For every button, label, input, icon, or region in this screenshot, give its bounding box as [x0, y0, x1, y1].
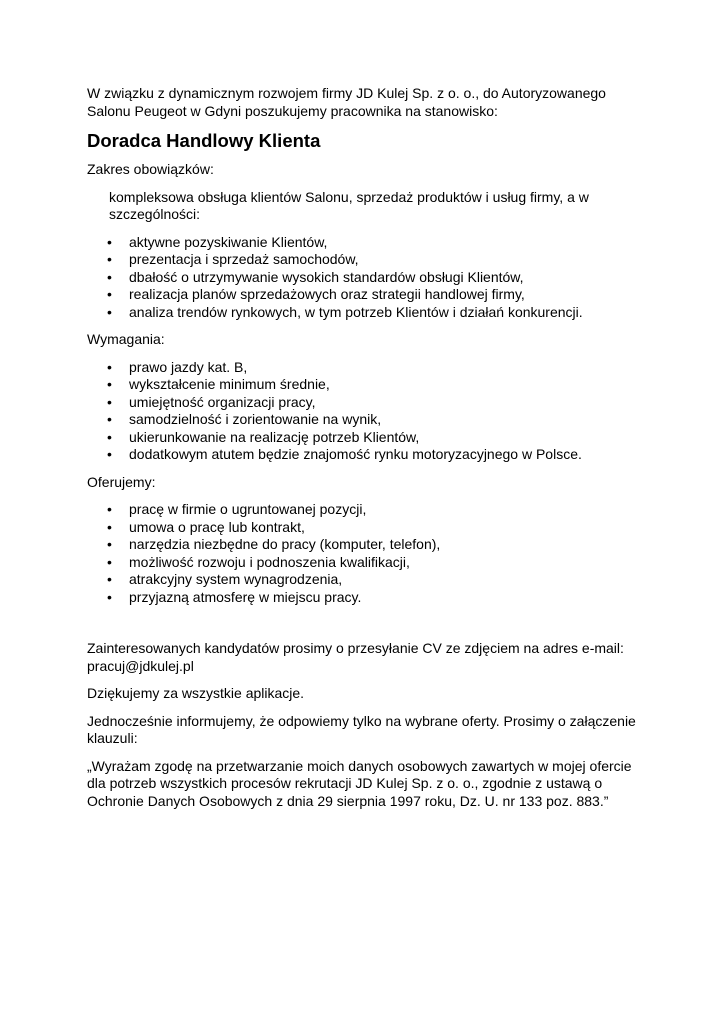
- list-item: • prezentacja i sprzedaż samochodów,: [87, 251, 647, 269]
- requirements-list: [87, 359, 647, 464]
- list-item: • umowa o pracę lub kontrakt,: [87, 519, 647, 537]
- offer-label: Oferujemy:: [87, 473, 156, 490]
- intro-paragraph: W związku z dynamicznym rozwojem firmy JD Kulej Sp. z o. o., do Autoryzowanego Salonu Peugeot w Gdyni poszukujemy pracownika na stanowisko:: [87, 85, 606, 119]
- offer-list: [87, 501, 647, 606]
- thanks-paragraph: Dziękujemy za wszystkie aplikacje.: [87, 685, 305, 701]
- section-spacer: [87, 616, 647, 640]
- requirements-label: Wymagania:: [87, 331, 165, 347]
- consent-clause: „Wyrażam zgodę na przetwarzanie moich danych osobowych zawartych w mojej ofercie dla potrzeb wszystkich procesów rekrutacji JD Kulej Sp. z o. o., zgodnie z ustawą o Ochronie Danych Osobowych z dnia 29 sierpnia 1997 roku, Dz. U. nr 133 poz. 883.”: [87, 757, 632, 809]
- notice-paragraph: Jednocześnie informujemy, że odpowiemy tylko na wybrane oferty. Prosimy o załączenie klauzuli:: [87, 712, 636, 746]
- job-title: Doradca Handlowy Klienta: [87, 130, 321, 151]
- list-item: • narzędzia niezbędne do pracy (komputer, telefon),: [87, 536, 647, 554]
- document-page: [87, 85, 647, 820]
- list-item: • dbałość o utrzymywanie wysokich standardów obsługi Klientów,: [87, 269, 647, 287]
- list-item: • wykształcenie minimum średnie,: [87, 376, 647, 394]
- list-item: • przyjazną atmosferę w miejscu pracy.: [87, 589, 647, 607]
- list-item: • realizacja planów sprzedażowych oraz strategii handlowej firmy,: [87, 286, 647, 304]
- contact-paragraph: Zainteresowanych kandydatów prosimy o przesyłanie CV ze zdjęciem na adres e-mail: pracuj@jdkulej.pl: [87, 640, 624, 674]
- list-item: • dodatkowym atutem będzie znajomość rynku motoryzacyjnego w Polsce.: [87, 446, 647, 464]
- duties-description: kompleksowa obsługa klientów Salonu, sprzedaż produktów i usług firmy, a w szczególności:: [109, 188, 589, 222]
- list-item: • analiza trendów rynkowych, w tym potrzeb Klientów i działań konkurencji.: [87, 304, 647, 322]
- list-item: • prawo jazdy kat. B,: [87, 359, 647, 377]
- list-item: • samodzielność i zorientowanie na wynik,: [87, 411, 647, 429]
- list-item: • aktywne pozyskiwanie Klientów,: [87, 234, 647, 252]
- duties-label: Zakres obowiązków:: [87, 161, 214, 177]
- duties-list: [87, 234, 647, 322]
- list-item: • umiejętność organizacji pracy,: [87, 394, 647, 412]
- list-item: • możliwość rozwoju i podnoszenia kwalifikacji,: [87, 554, 647, 572]
- list-item: • ukierunkowanie na realizację potrzeb Klientów,: [87, 429, 647, 447]
- list-item: • pracę w firmie o ugruntowanej pozycji,: [87, 501, 647, 519]
- list-item: • atrakcyjny system wynagrodzenia,: [87, 571, 647, 589]
